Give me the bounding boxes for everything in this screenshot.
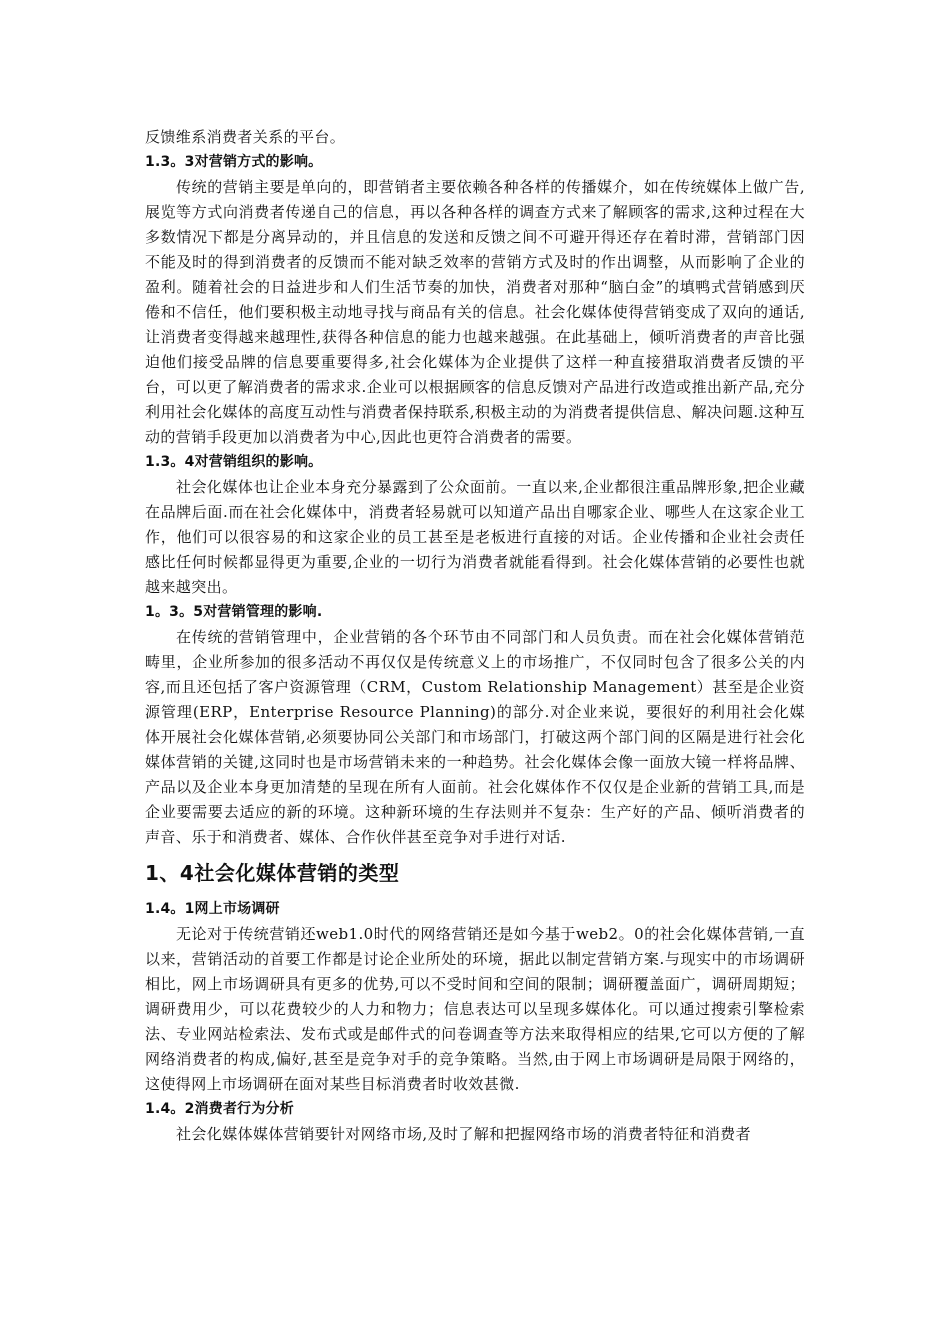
paragraph-online-research: 无论对于传统营销还web1.0时代的网络营销还是如今基于web2。0的社会化媒体营销,一直以来，营销活动的首要工作都是讨论企业所处的环境，据此以制定营销方案.与现实中的市场调研相比，网上市场调研具有更多的优势,可以不受时间和空间的限制；调研覆盖面广，调研周期短；调研费用少，可以花费较少的人力和物力；信息表达可以呈现多媒体化。可以通过搜索引擎检索法、专业网站检索法、发布式或是邮件式的问卷调查等方法来取得相应的结果,它可以方便的了解网络消费者的构成,偏好,甚至是竞争对手的竞争策略。当然,由于网上市场调研是局限于网络的，这使得网上市场调研在面对某些目标消费者时收效甚微. <box>145 925 805 1093</box>
heading-1-3-4: 1.3。4对营销组织的影响。 <box>145 454 323 470</box>
heading-1-3-5: 1。3。5对营销管理的影响. <box>145 604 323 620</box>
paragraph-marketing-organization: 社会化媒体也让企业本身充分暴露到了公众面前。一直以来,企业都很注重品牌形象,把企业藏在品牌后面.而在社会化媒体中，消费者轻易就可以知道产品出自哪家企业、哪些人在这家企业工作，他们可以很容易的和这家企业的员工甚至是老板进行直接的对话。企业传播和企业社会责任感比任何时候都显得更为重要,企业的一切行为消费者就能看得到。社会化媒体营销的必要性也就越来越突出。 <box>145 478 805 596</box>
heading-1-3-3: 1.3。3对营销方式的影响。 <box>145 154 323 170</box>
paragraph-consumer-behavior: 社会化媒体媒体营销要针对网络市场,及时了解和把握网络市场的消费者特征和消费者 <box>176 1125 751 1143</box>
paragraph-marketing-management: 在传统的营销管理中，企业营销的各个环节由不同部门和人员负责。而在社会化媒体营销范畴里，企业所参加的很多活动不再仅仅是传统意义上的市场推广，不仅同时包含了很多公关的内容,而且还包括了客户资源管理（CRM，Custom Relationship Management）甚至是企业资源管理(ERP，Enterprise Resource Planning)的部分.对企业来说，要很好的利用社会化媒体开展社会化媒体营销,必须要协同公关部门和市场部门，打破这两个部门间的区隔是进行社会化媒体营销的关键,这同时也是市场营销未来的一种趋势。社会化媒体会像一面放大镜一样将品牌、产品以及企业本身更加清楚的呈现在所有人面前。社会化媒体作不仅仅是企业新的营销工具,而是企业要需要去适应的新的环境。这种新环境的生存法则并不复杂：生产好的产品、倾听消费者的声音、乐于和消费者、媒体、合作伙伴甚至竞争对手进行对话. <box>145 628 805 846</box>
paragraph-marketing-methods: 传统的营销主要是单向的，即营销者主要依赖各种各样的传播媒介，如在传统媒体上做广告,展览等方式向消费者传递自己的信息，再以各种各样的调查方式来了解顾客的需求,这种过程在大多数情况下都是分离异动的，并且信息的发送和反馈之间不可避开得还存在着时滞，营销部门因不能及时的得到消费者的反馈而不能对缺乏效率的营销方式及时的作出调整，从而影响了企业的盈利。随着社会的日益进步和人们生活节奏的加快，消费者对那种“脑白金”的填鸭式营销感到厌倦和不信任，他们要积极主动地寻找与商品有关的信息。社会化媒体使得营销变成了双向的通话,让消费者变得越来越理性,获得各种信息的能力也越来越强。在此基础上，倾听消费者的声音比强迫他们接受品牌的信息要重要得多,社会化媒体为企业提供了这样一种直接猎取消费者反馈的平台，可以更了解消费者的需求求.企业可以根据顾客的信息反馈对产品进行改造或推出新产品,充分利用社会化媒体的高度互动性与消费者保持联系,积极主动的为消费者提供信息、解决问题.这种互动的营销手段更加以消费者为中心,因此也更符合消费者的需要。 <box>145 178 805 446</box>
heading-1-4: 1、4社会化媒体营销的类型 <box>145 861 400 885</box>
heading-1-4-1: 1.4。1网上市场调研 <box>145 901 280 917</box>
document-page <box>145 125 805 1147</box>
paragraph-intro: 反馈维系消费者关系的平台。 <box>145 128 346 146</box>
heading-1-4-2: 1.4。2消费者行为分析 <box>145 1101 294 1117</box>
